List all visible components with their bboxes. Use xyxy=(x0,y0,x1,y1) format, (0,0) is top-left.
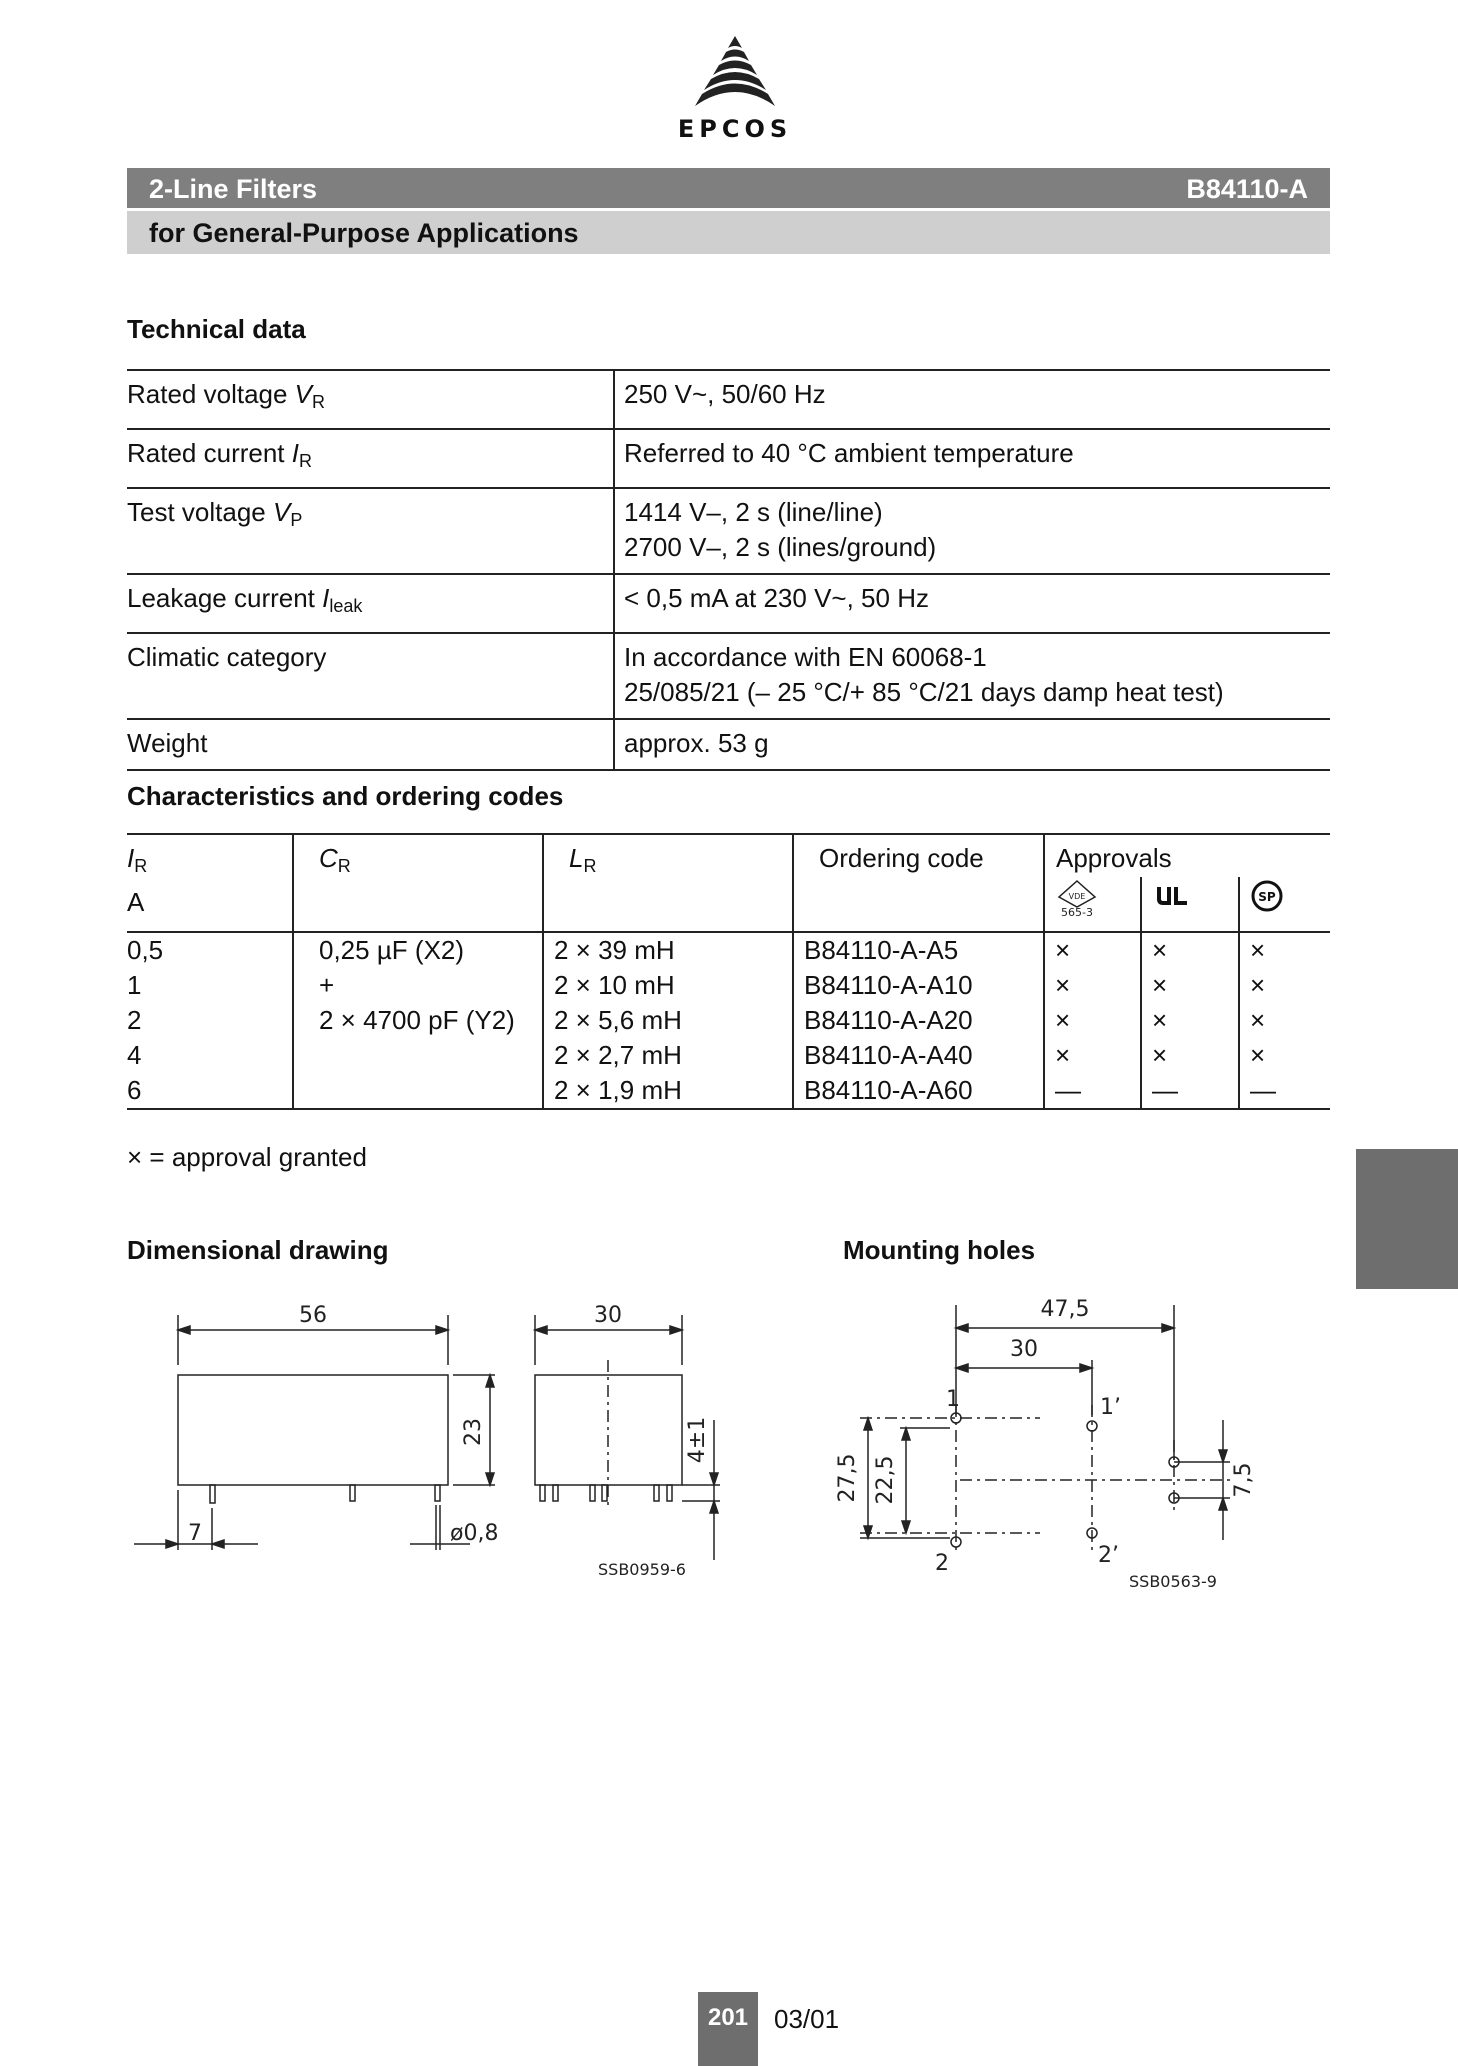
vde-approval-mark: × xyxy=(1055,935,1071,965)
epcos-logo-text: EPCOS xyxy=(677,115,793,143)
technical-row xyxy=(127,633,1330,719)
approval-legend: × = approval granted xyxy=(127,1142,367,1172)
svg-text:565-3: 565-3 xyxy=(1061,906,1093,919)
csa-approval-mark: × xyxy=(1250,1005,1266,1035)
inductance-value: 2 × 2,7 mH xyxy=(554,1040,682,1070)
technical-label: Rated current $I_R$ xyxy=(127,429,614,488)
lr-values xyxy=(543,932,793,1109)
ordering-codes-table xyxy=(127,833,1330,1110)
epcos-logo xyxy=(670,30,800,145)
vde-approval-values xyxy=(1044,932,1141,1109)
vde-approval-mark: × xyxy=(1055,1040,1071,1070)
rated-current-value: 2 xyxy=(127,1005,142,1035)
dim-22-5-label: 22,5 xyxy=(873,1455,898,1505)
pin-1-label: 1 xyxy=(946,1387,960,1412)
technical-value: 250 V~, 50/60 Hz xyxy=(614,370,1330,429)
epcos-logo-icon xyxy=(685,30,785,110)
inductance-value: 2 × 39 mH xyxy=(554,935,675,965)
rated-current-value: 6 xyxy=(127,1075,142,1105)
dim-30-label: 30 xyxy=(594,1303,622,1328)
dim-7-label: 7 xyxy=(188,1521,202,1546)
mounting-holes-heading: Mounting holes xyxy=(843,1235,1036,1265)
vde-approval-mark: × xyxy=(1055,970,1071,1000)
ul-approval-mark: — xyxy=(1152,1075,1178,1105)
ordering-code: B84110-A-A40 xyxy=(804,1040,973,1070)
ordering-code: B84110-A-A60 xyxy=(804,1075,973,1105)
inductance-value: 2 × 1,9 mH xyxy=(554,1075,682,1105)
technical-label: Rated voltage $V_R$ xyxy=(127,370,614,429)
ul-approval-values xyxy=(1141,932,1239,1109)
ordering-code: B84110-A-A20 xyxy=(804,1005,973,1035)
part-number: B84110-A xyxy=(1186,174,1308,204)
csa-approval-values xyxy=(1239,932,1330,1109)
ordering-code-values xyxy=(793,932,1044,1109)
csa-approval-mark: × xyxy=(1250,935,1266,965)
dim-23-label: 23 xyxy=(461,1418,486,1446)
page-number: 201 xyxy=(698,1992,758,2066)
drawing-ref: SSB0959-6 xyxy=(598,1560,686,1579)
inductance-value: 2 × 5,6 mH xyxy=(554,1005,682,1035)
page-title: 2-Line Filters xyxy=(149,174,318,204)
subtitle-bar xyxy=(127,211,1330,254)
col-cr-header: $C_R$ xyxy=(293,834,543,877)
page-date: 03/01 xyxy=(774,2004,840,2034)
inductance-value: 2 × 10 mH xyxy=(554,970,675,1000)
ir-values xyxy=(127,932,293,1109)
dimensional-drawing xyxy=(120,1290,760,1590)
capacitance-value: + xyxy=(319,970,335,1000)
mounting-holes-drawing xyxy=(835,1290,1280,1610)
mounting-ref: SSB0563-9 xyxy=(1129,1572,1217,1591)
col-lr-header: $L_R$ xyxy=(543,834,793,877)
capacitance-value: 0,25 µF (X2) xyxy=(319,935,465,965)
technical-value: < 0,5 mA at 230 V~, 50 Hz xyxy=(614,574,1330,633)
col-ir-header: $I_R$ xyxy=(127,834,293,877)
dim-pin-length-label: 4±1 xyxy=(685,1416,710,1464)
technical-row xyxy=(127,429,1330,488)
technical-data-heading: Technical data xyxy=(127,314,306,344)
technical-value: approx. 53 g xyxy=(614,719,1330,770)
rated-current-value: 0,5 xyxy=(127,935,164,965)
ul-approval-mark: × xyxy=(1152,1005,1168,1035)
svg-text:VDE: VDE xyxy=(1068,892,1086,901)
section-tab-marker xyxy=(1356,1149,1458,1289)
codes-heading: Characteristics and ordering codes xyxy=(127,781,564,811)
page-subtitle: for General-Purpose Applications xyxy=(149,218,579,248)
csa-approval-mark: × xyxy=(1250,970,1266,1000)
dim-56-label: 56 xyxy=(299,1303,327,1328)
ordering-code: B84110-A-A5 xyxy=(804,935,959,965)
ul-approval-icon xyxy=(1141,877,1239,932)
ul-approval-mark: × xyxy=(1152,935,1168,965)
capacitance-value: 2 × 4700 pF (Y2) xyxy=(319,1005,515,1035)
technical-label: Weight xyxy=(127,719,614,770)
technical-label: Test voltage $V_P$ xyxy=(127,488,614,574)
dim-47-5-label: 47,5 xyxy=(1040,1297,1090,1322)
ul-approval-mark: × xyxy=(1152,1040,1168,1070)
technical-row xyxy=(127,370,1330,429)
pin-2-label: 2 xyxy=(935,1551,949,1576)
rated-current-value: 1 xyxy=(127,970,142,1000)
col-approvals-header: Approvals xyxy=(1044,834,1330,877)
vde-approval-icon xyxy=(1044,877,1141,932)
dim-27-5-label: 27,5 xyxy=(835,1453,860,1503)
technical-value: Referred to 40 °C ambient temperature xyxy=(614,429,1330,488)
ordering-code: B84110-A-A10 xyxy=(804,970,973,1000)
pin-2p-label: 2’ xyxy=(1098,1543,1119,1568)
technical-row xyxy=(127,719,1330,770)
dimensional-drawing-heading: Dimensional drawing xyxy=(127,1235,389,1265)
technical-value: In accordance with EN 60068-1 25/085/21 (– 25 °C/+ 85 °C/21 days damp heat test) xyxy=(614,633,1330,719)
col-order-header: Ordering code xyxy=(793,834,1044,877)
technical-label: Climatic category xyxy=(127,633,614,719)
vde-approval-mark: × xyxy=(1055,1005,1071,1035)
technical-label: Leakage current $I_{leak}$ xyxy=(127,574,614,633)
technical-row xyxy=(127,488,1330,574)
title-bar xyxy=(127,168,1330,208)
pin-1p-label: 1’ xyxy=(1100,1395,1121,1420)
cr-values xyxy=(293,932,543,1109)
technical-data-table xyxy=(127,369,1330,771)
ul-approval-mark: × xyxy=(1152,970,1168,1000)
csa-approval-icon xyxy=(1239,877,1330,932)
svg-text:SP: SP xyxy=(1258,890,1276,904)
vde-approval-mark: — xyxy=(1055,1075,1081,1105)
dim-7-5-label: 7,5 xyxy=(1231,1462,1256,1498)
dim-diameter-label: ø0,8 xyxy=(450,1521,499,1546)
col-ir-unit: A xyxy=(127,877,293,932)
rated-current-value: 4 xyxy=(127,1040,142,1070)
technical-value: 1414 V–, 2 s (line/line) 2700 V–, 2 s (lines/ground) xyxy=(614,488,1330,574)
dim-30-mount-label: 30 xyxy=(1010,1337,1038,1362)
csa-approval-mark: — xyxy=(1250,1075,1276,1105)
technical-row xyxy=(127,574,1330,633)
csa-approval-mark: × xyxy=(1250,1040,1266,1070)
